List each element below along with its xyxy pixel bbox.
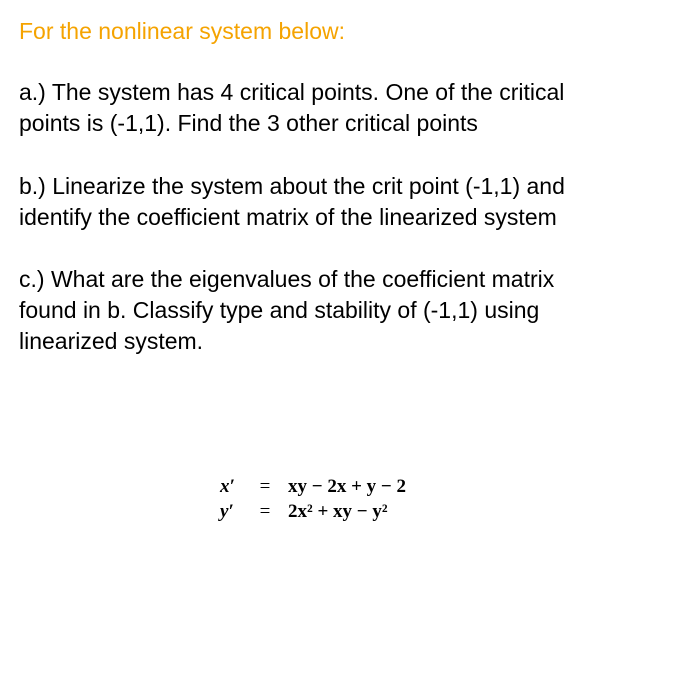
equals-sign: = bbox=[259, 476, 271, 497]
equation-rhs-x: xy − 2x + y − 2 bbox=[288, 476, 406, 497]
question-part-c bbox=[19, 264, 554, 357]
part-b-line-1: b.) Linearize the system about the crit point (-1,1) and bbox=[19, 173, 565, 199]
equation-row-x bbox=[220, 476, 406, 501]
equation-system bbox=[220, 476, 406, 526]
part-a-line-1: a.) The system has 4 critical points. One of the critical bbox=[19, 79, 565, 105]
equation-rhs-y: 2x² + xy − y² bbox=[288, 501, 388, 522]
equation-lhs-y: y′ bbox=[220, 501, 234, 522]
part-a-line-2: points is (-1,1). Find the 3 other critical points bbox=[19, 110, 478, 136]
equation-row-y bbox=[220, 501, 406, 526]
part-b-line-2: identify the coefficient matrix of the linearized system bbox=[19, 204, 557, 230]
question-part-b bbox=[19, 171, 565, 233]
equals-sign: = bbox=[259, 501, 271, 522]
part-c-line-3: linearized system. bbox=[19, 328, 204, 354]
document-heading: For the nonlinear system below: bbox=[19, 18, 345, 44]
equation-lhs-x: x′ bbox=[220, 476, 235, 497]
part-c-line-1: c.) What are the eigenvalues of the coefficient matrix bbox=[19, 266, 555, 292]
part-c-line-2: found in b. Classify type and stability of (-1,1) using bbox=[19, 297, 540, 323]
question-part-a bbox=[19, 77, 564, 139]
